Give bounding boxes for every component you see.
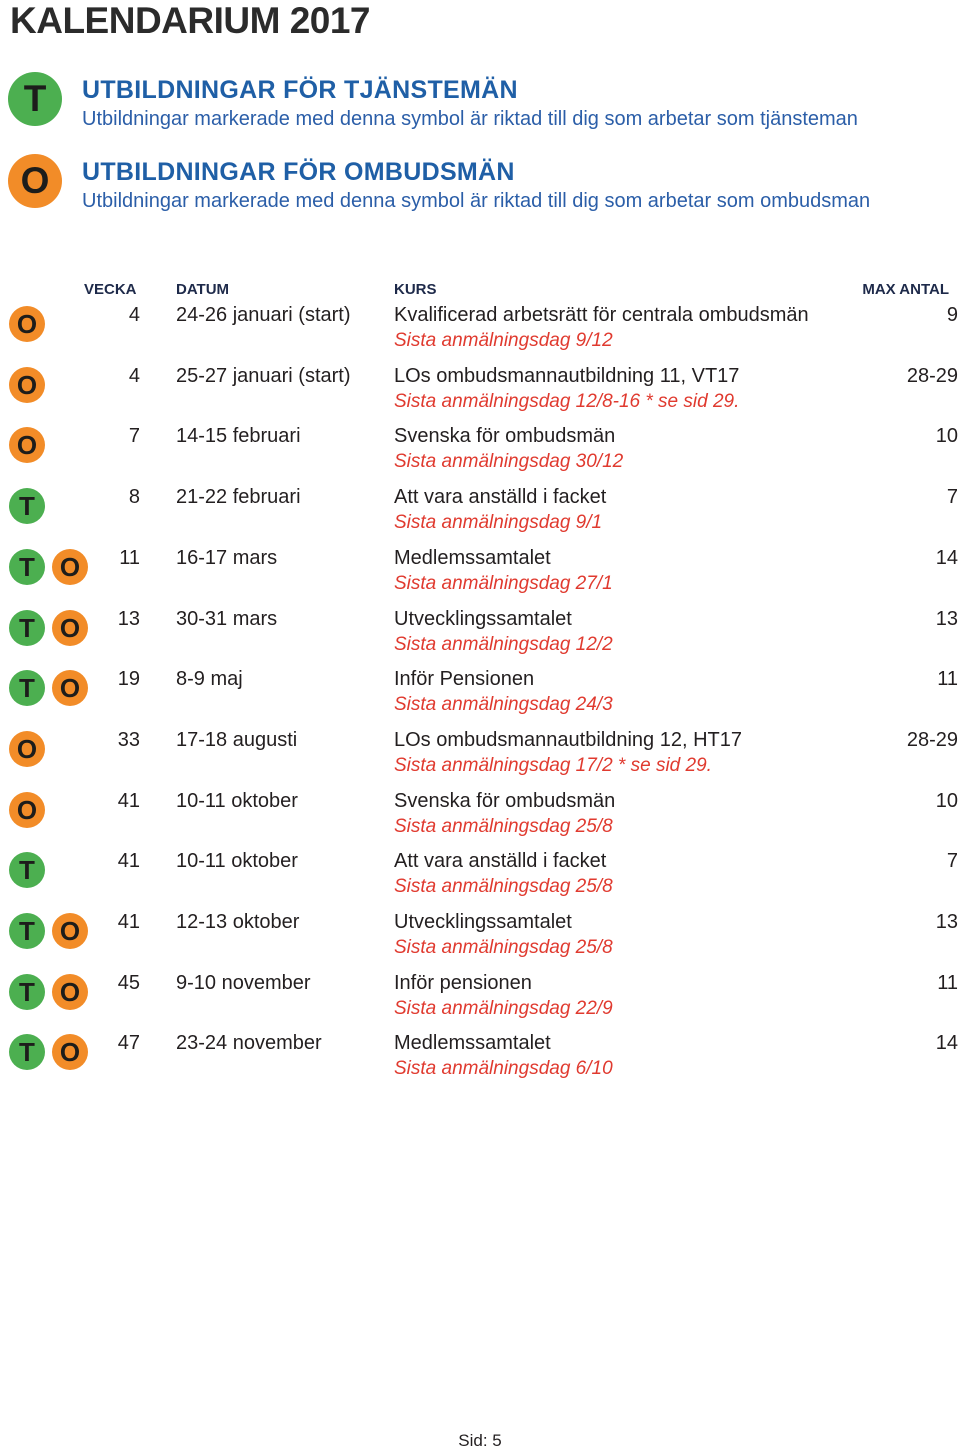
datum: 24-26 januari (start) (176, 304, 351, 326)
legend-tjansteman (8, 72, 908, 136)
deadline: Sista anmälningsdag 22/9 (394, 997, 613, 1019)
t-badge-icon: T (9, 913, 45, 949)
t-badge-icon: T (9, 852, 45, 888)
course-name: Inför Pensionen (394, 668, 535, 691)
deadline: Sista anmälningsdag 25/8 (394, 815, 613, 837)
table-row (0, 790, 960, 848)
deadline: Sista anmälningsdag 6/10 (394, 1058, 613, 1080)
table-row (0, 425, 960, 483)
datum: 25-27 januari (start) (176, 364, 351, 387)
vecka: 13 (117, 607, 140, 630)
datum: 9-10 november (176, 971, 311, 994)
datum: 16-17 mars (176, 546, 278, 569)
header-max-antal: MAX ANTAL (862, 281, 949, 298)
course-name: Medlemssamtalet (394, 546, 551, 569)
table-row (0, 668, 960, 726)
course-name: Utvecklingssamtalet (394, 911, 572, 933)
header-vecka: VECKA (84, 281, 137, 298)
vecka: 11 (119, 546, 140, 569)
datum: 8-9 maj (176, 668, 243, 691)
course-name: Inför pensionen (394, 971, 532, 994)
datum: 10-11 oktober (176, 789, 298, 812)
table-row (0, 304, 960, 362)
course-name: Svenska för ombudsmän (394, 789, 616, 812)
table-row (0, 972, 960, 1030)
legend-title: UTBILDNINGAR FÖR OMBUDSMÄN (82, 158, 515, 186)
deadline: Sista anmälningsdag 9/12 (394, 330, 613, 351)
course-name: Medlemssamtalet (394, 1032, 551, 1055)
o-badge-icon: O (52, 670, 88, 706)
vecka: 4 (128, 364, 140, 387)
datum: 23-24 november (176, 1032, 322, 1055)
max-antal: 10 (935, 789, 958, 812)
header-kurs: KURS (394, 281, 437, 298)
course-name: LOs ombudsmannautbildning 12, HT17 (394, 728, 742, 751)
vecka: 8 (128, 486, 140, 509)
deadline: Sista anmälningsdag 25/8 (394, 876, 613, 898)
o-badge-icon: O (9, 306, 45, 342)
max-antal: 13 (935, 911, 958, 933)
course-name: Utvecklingssamtalet (394, 607, 572, 630)
table-row (0, 608, 960, 666)
deadline: Sista anmälningsdag 25/8 (394, 937, 613, 958)
header-datum: DATUM (176, 281, 230, 298)
vecka: 41 (117, 850, 140, 873)
legend-description: Utbildningar markerade med denna symbol är riktad till dig som arbetar som ombudsman (82, 190, 871, 212)
max-antal: 28-29 (906, 728, 958, 751)
o-badge-icon: O (52, 913, 88, 949)
max-antal: 28-29 (906, 364, 958, 387)
o-badge-icon: O (9, 792, 45, 828)
max-antal: 11 (937, 668, 958, 691)
table-header (0, 281, 960, 303)
max-antal: 7 (946, 486, 958, 509)
course-name: Kvalificerad arbetsrätt för centrala ombudsmän (394, 304, 809, 326)
o-badge-icon: O (52, 610, 88, 646)
page-number: Sid: 5 (458, 1431, 502, 1450)
o-badge-icon: O (52, 549, 88, 585)
datum: 21-22 februari (176, 486, 301, 509)
vecka: 41 (117, 911, 140, 933)
table-row (0, 850, 960, 908)
datum: 14-15 februari (176, 425, 301, 448)
t-badge-icon: T (9, 488, 45, 524)
t-badge-icon: T (9, 670, 45, 706)
datum: 10-11 oktober (176, 850, 298, 873)
max-antal: 10 (935, 425, 958, 448)
vecka: 45 (117, 971, 140, 994)
vecka: 41 (117, 789, 140, 812)
table-row (0, 547, 960, 605)
deadline: Sista anmälningsdag 12/8-16 * se sid 29. (394, 390, 740, 412)
table-row (0, 729, 960, 787)
datum: 17-18 augusti (176, 728, 298, 751)
legend-title: UTBILDNINGAR FÖR TJÄNSTEMÄN (82, 76, 518, 104)
max-antal: 14 (935, 1032, 958, 1055)
vecka: 19 (117, 668, 140, 691)
deadline: Sista anmälningsdag 17/2 * se sid 29. (394, 754, 712, 776)
vecka: 4 (128, 304, 140, 326)
o-badge-icon: O (9, 427, 45, 463)
legend-ombudsman (8, 154, 908, 218)
max-antal: 11 (937, 971, 958, 994)
vecka: 33 (117, 728, 140, 751)
course-name: Att vara anställd i facket (394, 850, 607, 873)
max-antal: 14 (935, 546, 958, 569)
t-badge-icon: T (9, 1034, 45, 1070)
table-row (0, 1032, 960, 1090)
deadline: Sista anmälningsdag 27/1 (394, 572, 613, 594)
course-name: Svenska för ombudsmän (394, 425, 616, 448)
deadline: Sista anmälningsdag 9/1 (394, 512, 603, 534)
datum: 30-31 mars (176, 607, 278, 630)
table-row (0, 486, 960, 544)
course-name: LOs ombudsmannautbildning 11, VT17 (394, 364, 740, 387)
o-badge-icon: O (52, 1034, 88, 1070)
t-badge-icon: T (8, 72, 62, 126)
datum: 12-13 oktober (176, 911, 300, 933)
o-badge-icon: O (52, 974, 88, 1010)
t-badge-icon: T (9, 974, 45, 1010)
legend-description: Utbildningar markerade med denna symbol är riktad till dig som arbetar som tjänsteman (82, 108, 858, 130)
page-title: KALENDARIUM 2017 (10, 0, 371, 41)
t-badge-icon: T (9, 549, 45, 585)
max-antal: 7 (946, 850, 958, 873)
o-badge-icon: O (9, 731, 45, 767)
table-row (0, 911, 960, 969)
course-name: Att vara anställd i facket (394, 486, 607, 509)
t-badge-icon: T (9, 610, 45, 646)
deadline: Sista anmälningsdag 12/2 (394, 633, 613, 655)
deadline: Sista anmälningsdag 24/3 (394, 694, 613, 716)
deadline: Sista anmälningsdag 30/12 (394, 451, 624, 473)
o-badge-icon: O (8, 154, 62, 208)
vecka: 7 (128, 425, 140, 448)
vecka: 47 (117, 1032, 140, 1055)
max-antal: 9 (946, 304, 958, 326)
max-antal: 13 (935, 607, 958, 630)
o-badge-icon: O (9, 367, 45, 403)
table-row (0, 365, 960, 423)
